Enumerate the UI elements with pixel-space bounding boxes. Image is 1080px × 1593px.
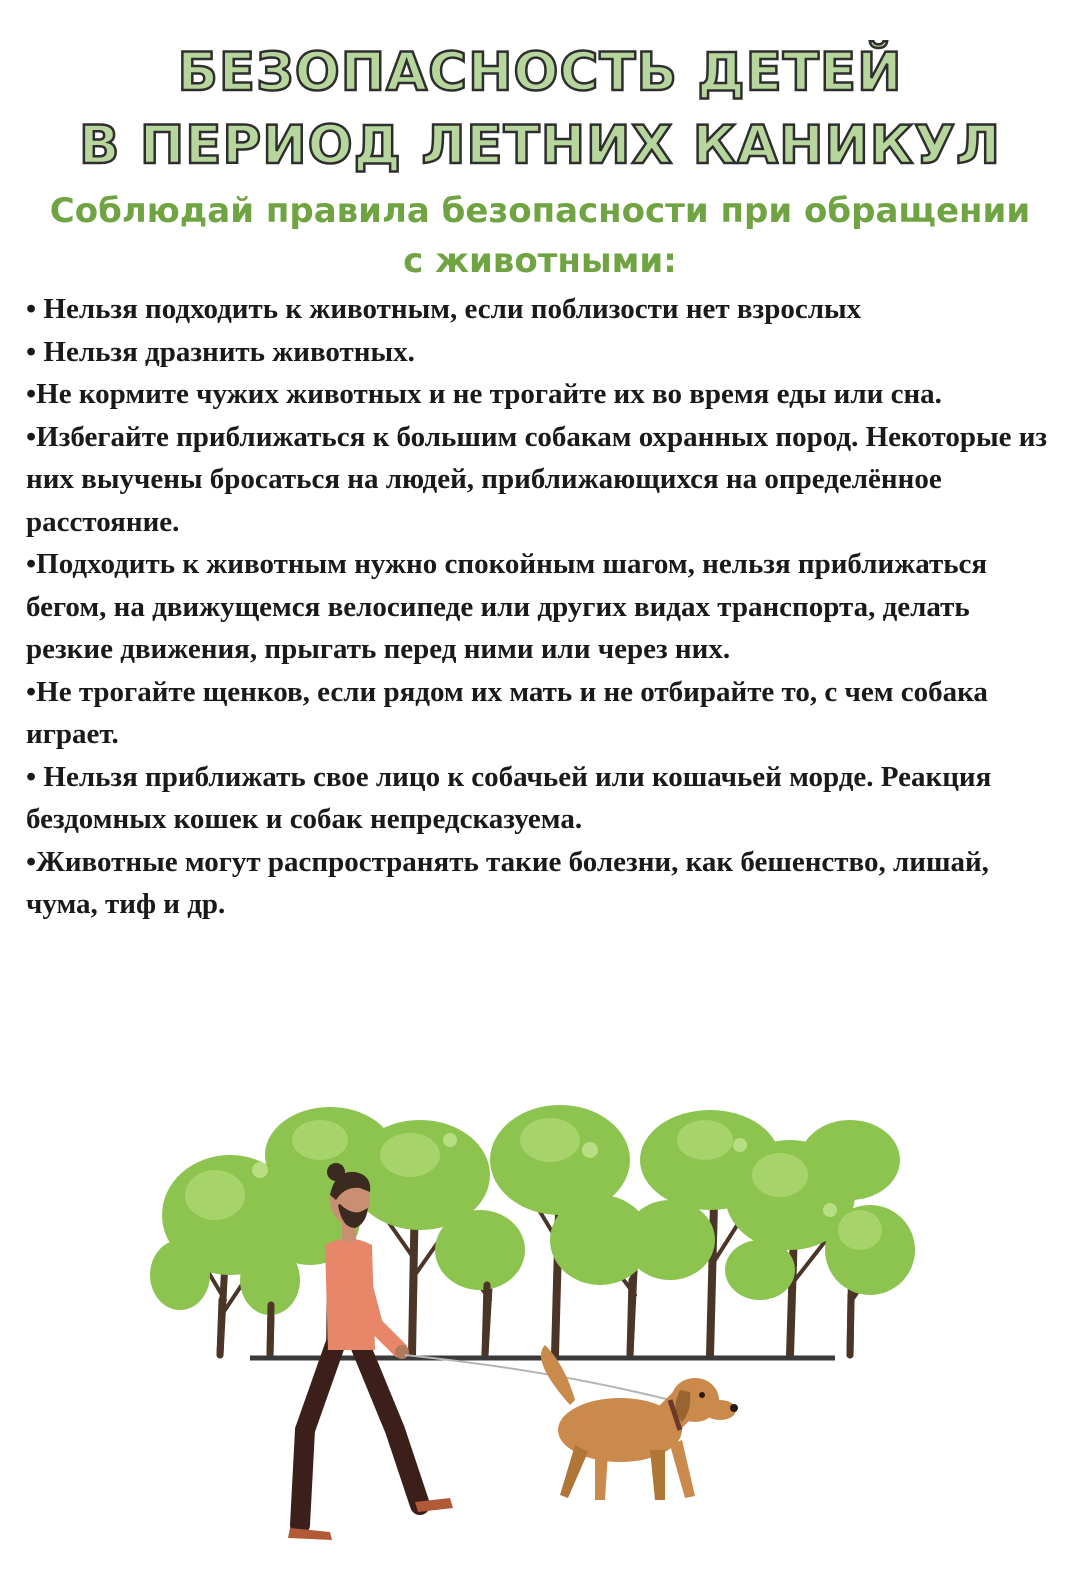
poster-title <box>0 36 1080 182</box>
rule-item: •Избегайте приближаться к большим собакам охранных пород. Некоторые из них выучены бросаться на людей, приближающихся на определённое расстояние. <box>26 420 1048 538</box>
rule-item: • Нельзя дразнить животных. <box>26 335 415 368</box>
rule-item: •Подходить к животным нужно спокойным шагом, нельзя приближаться бегом, на движущемся велосипеде или других видах транспорта, делать резкие движения, прыгать перед ними или через них. <box>26 548 988 665</box>
man-walking-dog-in-park-icon <box>150 1100 930 1580</box>
rule-item: • Нельзя подходить к животным, если поблизости нет взрослых <box>26 293 862 325</box>
rule-item: • Нельзя приближать свое лицо к собачьей или кошачьей морде. Реакция бездомных кошек и собак непредсказуема. <box>26 760 992 835</box>
safety-rules-list <box>26 288 1056 926</box>
rule-item: •Не трогайте щенков, если рядом их мать и не отбирайте то, с чем собака играет. <box>26 675 988 750</box>
poster-title-line-1: БЕЗОПАСНОСТЬ ДЕТЕЙ <box>177 42 903 103</box>
poster-subtitle: Соблюдай правила безопасности при обращении с животными: <box>49 191 1031 281</box>
dog-figure <box>541 1345 738 1500</box>
tree-foliage <box>150 1105 915 1355</box>
leash <box>405 1355 670 1400</box>
poster-title-line-2: В ПЕРИОД ЛЕТНИХ КАНИКУЛ <box>79 115 1001 176</box>
rule-item: •Не кормите чужих животных и не трогайте их во время еды или сна. <box>26 378 942 410</box>
rule-item: •Животные могут распространять такие болезни, как бешенство, лишай, чума, тиф и др. <box>26 845 989 920</box>
